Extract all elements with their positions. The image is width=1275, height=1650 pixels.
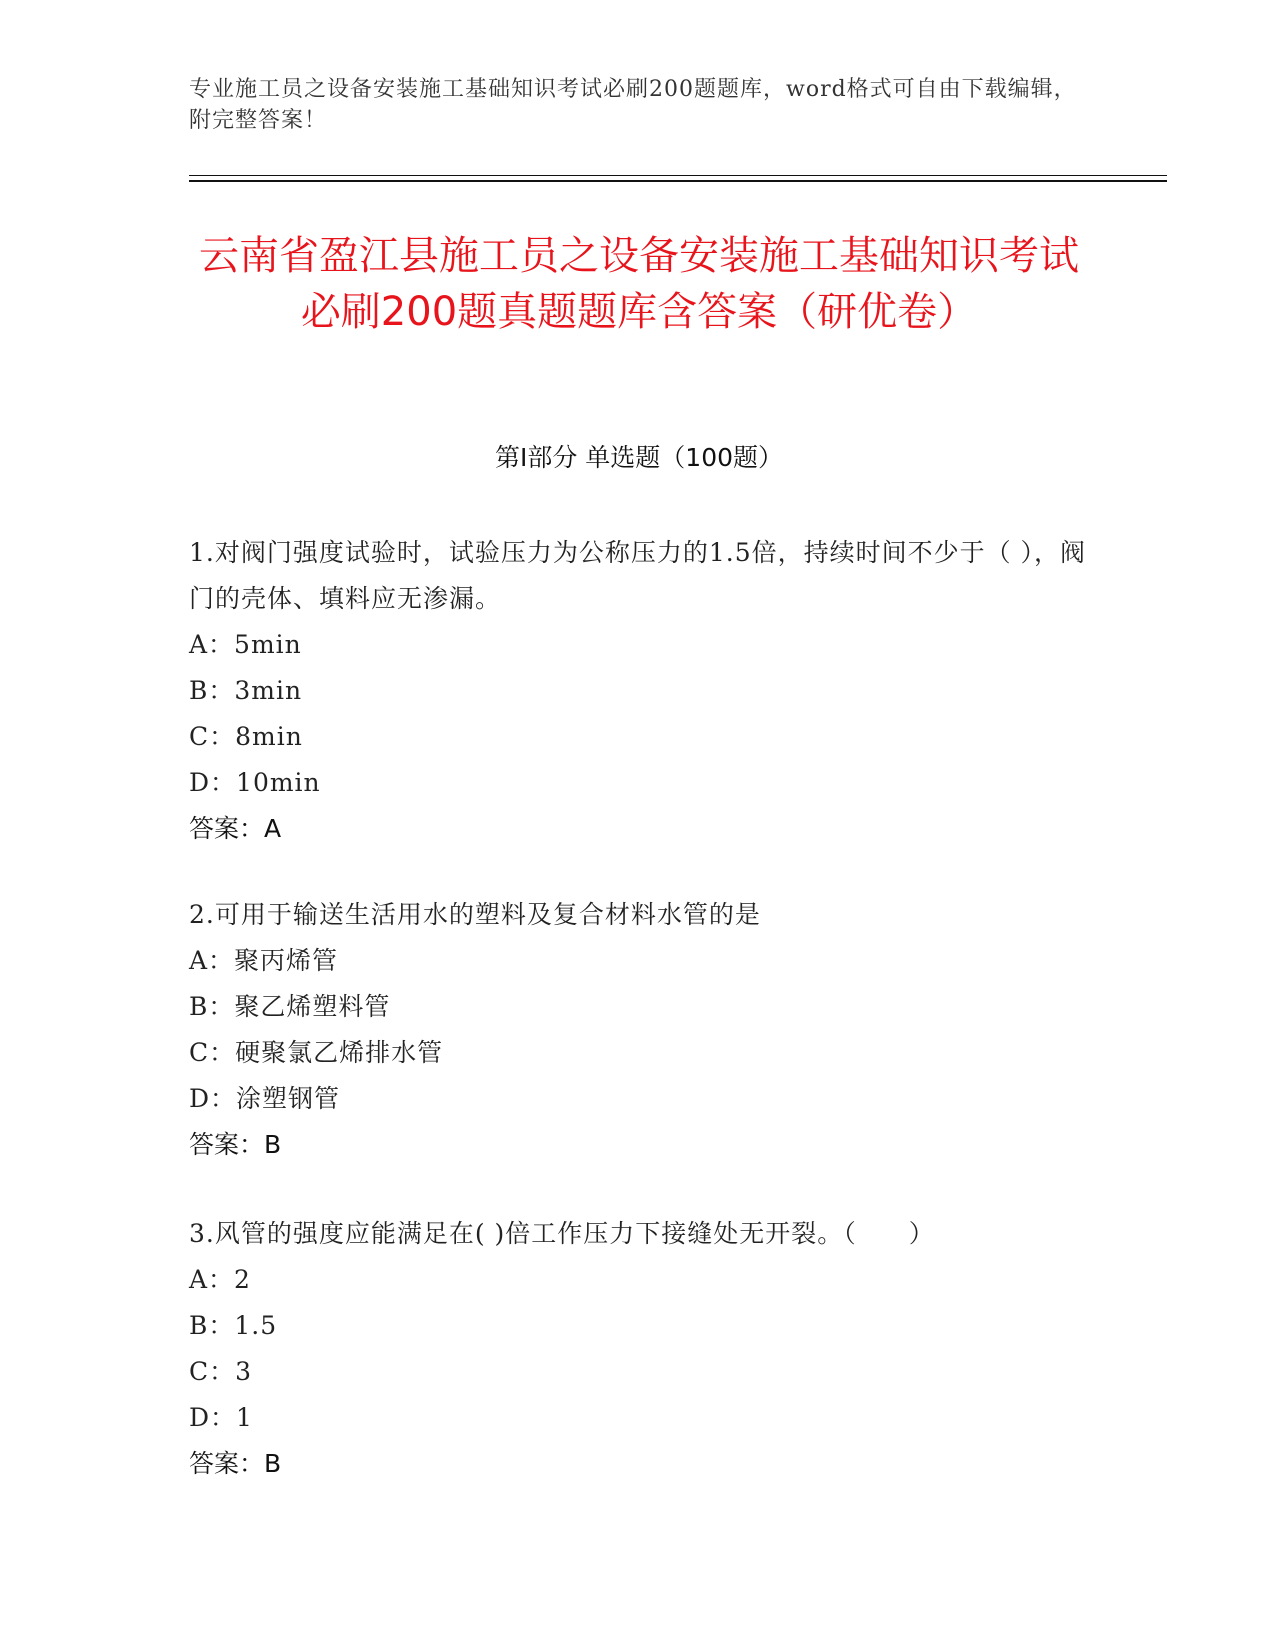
question-block xyxy=(189,1211,1089,1487)
question-stem: 2.可用于输送生活用水的塑料及复合材料水管的是 xyxy=(189,900,761,929)
option-a: A：聚丙烯管 xyxy=(189,946,339,975)
answer-line: 答案：B xyxy=(189,1449,282,1478)
option-c: C：硬聚氯乙烯排水管 xyxy=(189,1038,444,1067)
answer-line: 答案：A xyxy=(189,814,282,843)
option-a: A：5min xyxy=(189,630,302,659)
option-b: B：1.5 xyxy=(189,1311,278,1340)
answer-line: 答案：B xyxy=(189,1130,282,1159)
option-d: D：1 xyxy=(189,1403,253,1432)
question-block xyxy=(189,530,1089,852)
section-title: 第I部分 单选题（100题） xyxy=(494,443,784,472)
question-stem: 1.对阀门强度试验时，试验压力为公称压力的1.5倍，持续时间不少于（ ），阀门的壳体、填料应无渗漏。 xyxy=(189,538,1087,613)
option-b: B：3min xyxy=(189,676,303,705)
document-title: 云南省盈江县施工员之设备安装施工基础知识考试必刷200题真题题库含答案（研优卷） xyxy=(199,233,1079,335)
option-c: C：8min xyxy=(189,722,303,751)
option-a: A：2 xyxy=(189,1265,251,1294)
option-b: B：聚乙烯塑料管 xyxy=(189,992,391,1021)
option-c: C：3 xyxy=(189,1357,253,1386)
header-divider-thick xyxy=(189,180,1167,182)
header-note: 专业施工员之设备安装施工基础知识考试必刷200题题库，word格式可自由下载编辑，附完整答案！ xyxy=(189,77,1077,133)
question-stem: 3.风管的强度应能满足在( )倍工作压力下接缝处无开裂。（ ） xyxy=(189,1219,935,1248)
option-d: D：10min xyxy=(189,768,321,797)
option-d: D：涂塑钢管 xyxy=(189,1084,341,1113)
question-block xyxy=(189,892,1089,1168)
header-divider-thin xyxy=(189,175,1167,176)
